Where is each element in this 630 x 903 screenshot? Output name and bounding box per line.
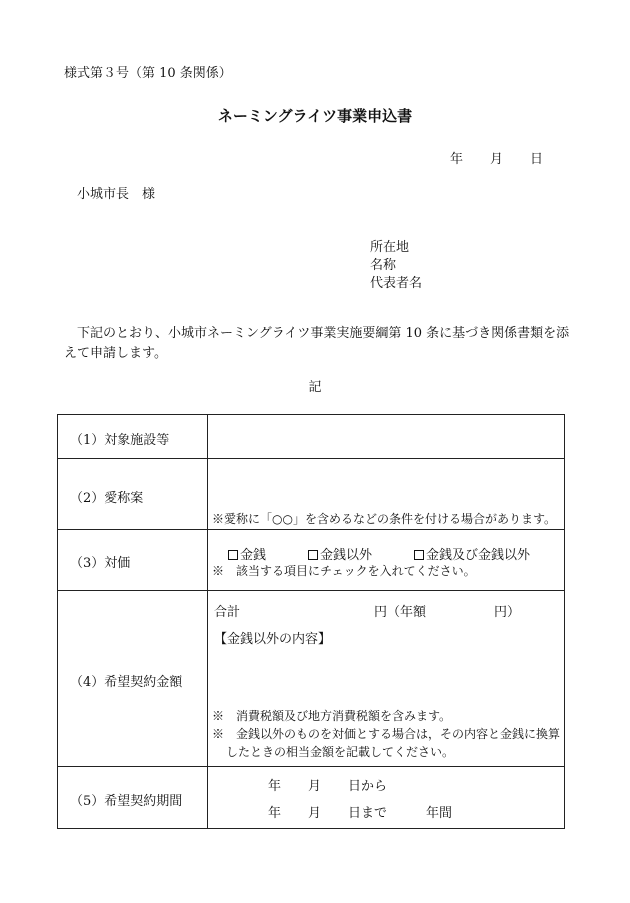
period-start-year: 年	[268, 779, 282, 794]
table-row	[58, 415, 565, 459]
checkbox-icon[interactable]	[414, 550, 424, 560]
contract-period-cell	[208, 767, 565, 829]
name-label: 名称	[370, 258, 397, 273]
representative-label: 代表者名	[370, 276, 423, 291]
option-non-money[interactable]	[308, 544, 372, 563]
intro-paragraph	[64, 324, 570, 364]
period-end-day: 日まで	[348, 806, 388, 821]
option-money[interactable]	[228, 544, 266, 563]
conversion-note-line2: したときの相当金額を記載してください。	[226, 745, 455, 759]
date-month: 月	[490, 152, 504, 167]
period-years: 年間	[426, 806, 453, 821]
consideration-label: （3）対価	[70, 556, 131, 571]
option-both[interactable]	[414, 544, 530, 563]
contract-amount-label: （4）希望契約金額	[70, 675, 183, 690]
option-label: 金銭	[240, 548, 267, 563]
label-cell	[58, 591, 208, 767]
option-label: 金銭以外	[320, 548, 373, 563]
nickname-label: （2）愛称案	[70, 491, 144, 506]
table-row	[58, 530, 565, 591]
label-cell	[58, 767, 208, 829]
table-row	[58, 591, 565, 767]
table-row	[58, 767, 565, 829]
form-number: 様式第３号（第 10 条関係）	[64, 66, 232, 81]
application-table	[57, 414, 565, 829]
addressee: 小城市長 様	[77, 187, 156, 202]
page-title: ネーミングライツ事業申込書	[217, 107, 413, 125]
nickname-note: ※愛称に「○○」を含めるなどの条件を付ける場合があります。	[212, 512, 556, 526]
contract-period-label: （5）希望契約期間	[70, 794, 183, 809]
period-end-year: 年	[268, 806, 282, 821]
contract-amount-cell	[208, 591, 565, 767]
checkbox-icon[interactable]	[228, 550, 238, 560]
table-row	[58, 459, 565, 530]
label-cell	[58, 459, 208, 530]
nickname-field[interactable]	[208, 459, 565, 530]
label-cell	[58, 530, 208, 591]
yen-close-label: 円）	[494, 605, 521, 620]
total-label: 合計	[214, 605, 241, 620]
conversion-note-line1: ※ 金銭以外のものを対価とする場合は，その内容と金銭に換算	[212, 727, 561, 741]
facility-field[interactable]	[208, 415, 565, 459]
consideration-note: ※ 該当する項目にチェックを入れてください。	[212, 564, 476, 578]
date-day: 日	[530, 152, 544, 167]
consideration-cell	[208, 530, 565, 591]
checkbox-icon[interactable]	[308, 550, 318, 560]
period-end-month: 月	[308, 806, 322, 821]
ki-heading: 記	[308, 380, 322, 395]
tax-note: ※ 消費税額及び地方消費税額を含みます。	[212, 709, 452, 723]
yen-annual-label: 円（年額	[374, 605, 427, 620]
non-monetary-heading: 【金銭以外の内容】	[214, 632, 332, 647]
period-start-month: 月	[308, 779, 322, 794]
address-label: 所在地	[370, 240, 410, 255]
label-cell	[58, 415, 208, 459]
date-year: 年	[450, 152, 464, 167]
intro-text: 下記のとおり、小城市ネーミングライツ事業実施要綱第 10 条に基づき関係書類を添えて申請します。	[64, 326, 570, 361]
option-label: 金銭及び金銭以外	[426, 548, 531, 563]
facility-label: （1）対象施設等	[70, 433, 170, 448]
period-start-day: 日から	[348, 779, 388, 794]
